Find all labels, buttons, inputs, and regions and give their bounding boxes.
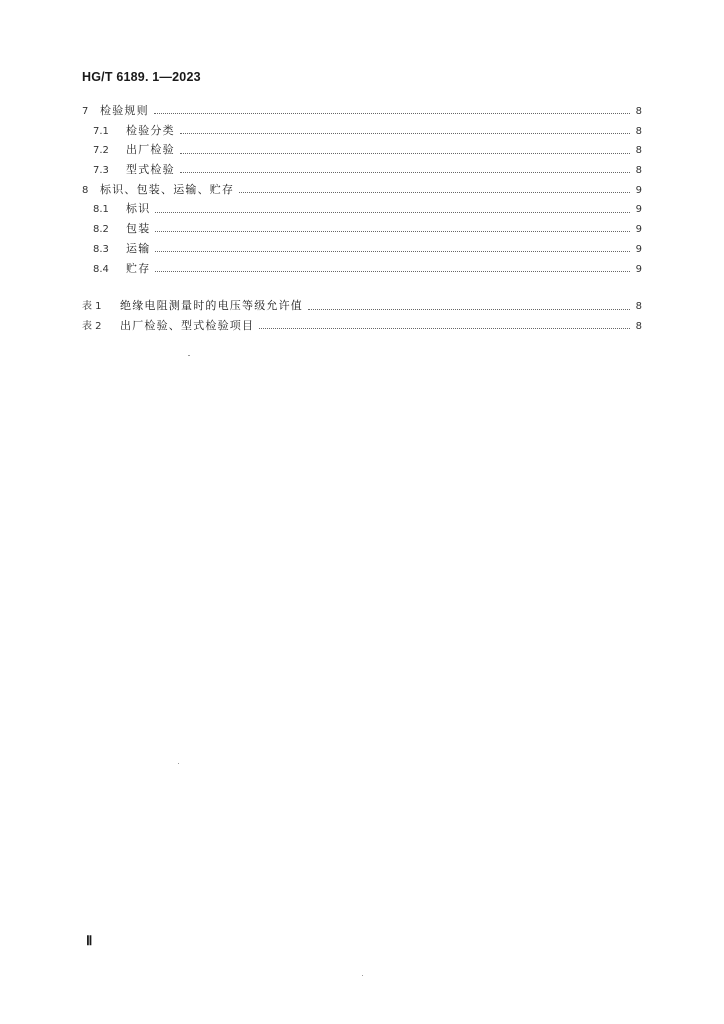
table-entry-number: 表 1 — [82, 301, 102, 313]
toc-entry[interactable] — [82, 121, 642, 141]
dot-leader — [155, 271, 630, 272]
dot-leader — [308, 309, 630, 310]
toc-entry-number: 8 — [82, 184, 89, 196]
toc-entry-title: 运输 — [126, 241, 151, 255]
dot-leader — [180, 133, 630, 134]
section-gap — [82, 278, 642, 296]
standard-number: HG/T 6189. 1—2023 — [82, 70, 201, 84]
toc-entry[interactable] — [82, 140, 642, 160]
toc-entry-page: 9 — [635, 263, 642, 275]
list-of-tables — [82, 296, 642, 335]
toc-entry-number: 8.2 — [93, 224, 109, 236]
dot-leader — [180, 172, 630, 173]
toc-entry-number: 7 — [82, 106, 89, 117]
scan-speck — [362, 975, 363, 976]
dot-leader — [154, 113, 630, 114]
toc-entry-number: 7.3 — [93, 165, 109, 177]
toc-entry-number: 7.2 — [93, 145, 109, 157]
toc-entry-page: 8 — [635, 145, 642, 157]
table-of-contents — [82, 101, 642, 336]
dot-leader — [155, 231, 630, 232]
dot-leader — [259, 328, 630, 329]
toc-entry-page: 9 — [635, 184, 642, 196]
toc-entry-page: 9 — [635, 243, 642, 255]
toc-entry[interactable] — [82, 199, 642, 219]
toc-entry-title: 检验分类 — [126, 123, 175, 137]
toc-entry-page: 9 — [635, 224, 642, 236]
toc-entry-title: 包装 — [126, 222, 151, 236]
toc-entry-page: 8 — [635, 125, 642, 137]
table-list-entry[interactable] — [82, 316, 642, 336]
toc-entry[interactable] — [82, 259, 642, 279]
toc-entry-title: 贮存 — [126, 261, 151, 275]
table-entry-number: 表 2 — [82, 320, 102, 332]
toc-entry-page: 8 — [635, 106, 642, 117]
toc-entry-title: 型式检验 — [126, 163, 175, 177]
toc-entry-title: 标识 — [126, 202, 151, 216]
scan-speck — [188, 355, 190, 356]
toc-entry-number: 7.1 — [93, 125, 109, 137]
page-folio: Ⅱ — [86, 933, 93, 948]
toc-entry-title: 出厂检验 — [126, 143, 175, 157]
toc-entry-page: 8 — [635, 165, 642, 177]
dot-leader — [155, 251, 630, 252]
scan-speck — [178, 763, 179, 764]
toc-entry-title: 标识、包装、运输、贮存 — [100, 182, 235, 196]
dot-leader — [180, 153, 630, 154]
toc-entry-number: 8.4 — [93, 263, 109, 275]
toc-entry-number: 8.1 — [93, 204, 109, 216]
toc-entry[interactable] — [82, 160, 642, 180]
table-list-entry[interactable] — [82, 296, 642, 316]
toc-entry[interactable] — [82, 239, 642, 259]
table-entry-title: 绝缘电阻测量时的电压等级允许值 — [120, 299, 303, 313]
toc-entry[interactable] — [82, 101, 642, 121]
toc-entry[interactable] — [82, 180, 642, 200]
toc-entry-title: 检验规则 — [100, 104, 149, 117]
table-entry-page: 8 — [635, 320, 642, 332]
dot-leader — [239, 192, 630, 193]
toc-entry[interactable] — [82, 219, 642, 239]
table-entry-title: 出厂检验、型式检验项目 — [120, 318, 255, 332]
toc-entry-number: 8.3 — [93, 243, 109, 255]
toc-entry-page: 9 — [635, 204, 642, 216]
table-entry-page: 8 — [635, 301, 642, 313]
dot-leader — [155, 212, 630, 213]
